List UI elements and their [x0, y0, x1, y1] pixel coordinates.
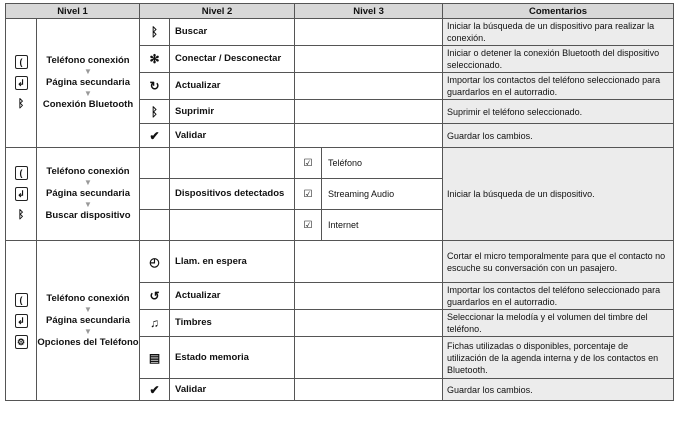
section2-icons	[6, 148, 37, 241]
page-enter-icon: ↲	[15, 76, 28, 90]
page-enter-icon: ↲	[15, 314, 28, 328]
section3-nivel1: Teléfono conexión ▼ Página secundaria ▼ Opciones del Teléfono	[37, 241, 140, 401]
bluetooth-icon: ᛒ	[17, 98, 25, 110]
menu-item-telefono[interactable]: Teléfono	[322, 148, 443, 179]
arrow-down-icon: ▼	[84, 67, 92, 76]
header-nivel1: Nivel 1	[6, 4, 140, 19]
hold-call-icon: ◴	[140, 241, 170, 283]
menu-item-dispositivos[interactable]: Dispositivos detectados	[170, 179, 295, 210]
phone-book-icon: (	[15, 166, 28, 180]
bluetooth-search-icon: ᛒ	[140, 19, 170, 46]
checkbox-icon: ☑	[295, 179, 322, 210]
checkmark-icon: ✔	[140, 124, 170, 148]
menu-item-actualizar[interactable]: Actualizar	[170, 283, 295, 310]
section1-icons	[6, 19, 37, 148]
checkmark-icon: ✔	[140, 379, 170, 401]
header-comentarios: Comentarios	[443, 4, 674, 19]
menu-item-timbres[interactable]: Timbres	[170, 310, 295, 337]
table-row: ▤ Estado memoria Fichas utilizadas o disponibles, porcentaje de utilización de la agenda interna y de los contactos en Bluetooth.	[6, 337, 674, 379]
table-row: ↻ Actualizar Importar los contactos del teléfono seleccionado para guardarlos en el autorradio.	[6, 73, 674, 100]
table-row: ✻ Conectar / Desconectar Iniciar o detener la conexión Bluetooth del dispositivo seleccionado.	[6, 46, 674, 73]
ringtone-icon: ♫	[140, 310, 170, 337]
header-nivel3: Nivel 3	[295, 4, 443, 19]
menu-table	[5, 3, 674, 401]
menu-item-internet[interactable]: Internet	[322, 210, 443, 241]
arrow-down-icon: ▼	[84, 200, 92, 209]
arrow-down-icon: ▼	[84, 89, 92, 98]
menu-item-memoria[interactable]: Estado memoria	[170, 337, 295, 379]
table-row: ♫ Timbres Seleccionar la melodía y el volumen del timbre del teléfono.	[6, 310, 674, 337]
menu-item-suprimir[interactable]: Suprimir	[170, 100, 295, 124]
checkbox-icon: ☑	[295, 210, 322, 241]
bluetooth-connect-icon: ✻	[140, 46, 170, 73]
header-nivel2: Nivel 2	[140, 4, 295, 19]
section3-icons	[6, 241, 37, 401]
table-row: ( ↲ ᛒ Teléfono conexión ▼ Página secundaria ▼ Buscar dispositivo ☑ Teléfono Iniciar la búsqueda de un dispositivo.	[6, 148, 674, 179]
update-icon: ↺	[140, 283, 170, 310]
arrow-down-icon: ▼	[84, 304, 92, 314]
menu-item-validar[interactable]: Validar	[170, 124, 295, 148]
arrow-down-icon: ▼	[84, 178, 92, 187]
memory-icon: ▤	[140, 337, 170, 379]
phone-options-icon: ⚙	[15, 335, 28, 349]
bluetooth-search-icon: ᛒ	[17, 209, 25, 221]
section1-nivel1: Teléfono conexión ▼ Página secundaria ▼ Conexión Bluetooth	[37, 19, 140, 148]
header-row	[6, 4, 674, 19]
menu-item-actualizar[interactable]: Actualizar	[170, 73, 295, 100]
section2-nivel1: Teléfono conexión ▼ Página secundaria ▼ Buscar dispositivo	[37, 148, 140, 241]
table-row: ✔ Validar Guardar los cambios.	[6, 379, 674, 401]
menu-item-validar[interactable]: Validar	[170, 379, 295, 401]
menu-item-conectar[interactable]: Conectar / Desconectar	[170, 46, 295, 73]
page-enter-icon: ↲	[15, 187, 28, 201]
checkbox-icon: ☑	[295, 148, 322, 179]
menu-item-espera[interactable]: Llam. en espera	[170, 241, 295, 283]
menu-item-streaming[interactable]: Streaming Audio	[322, 179, 443, 210]
phone-book-icon: (	[15, 55, 28, 69]
table-row: ( ↲ ⚙ Teléfono conexión ▼ Página secundaria ▼ Opciones del Teléfono ◴ Llam. en espera Cortar el micro temporalmente para que el contacto no escuche su conversación con un pasajero.	[6, 241, 674, 283]
arrow-down-icon: ▼	[84, 326, 92, 336]
phone-book-icon: (	[15, 293, 28, 307]
table-row: ✔ Validar Guardar los cambios.	[6, 124, 674, 148]
table-row: ᛒ Suprimir Suprimir el teléfono seleccionado.	[6, 100, 674, 124]
refresh-icon: ↻	[140, 73, 170, 100]
table-row: ↺ Actualizar Importar los contactos del teléfono seleccionado para guardarlos en el autorradio.	[6, 283, 674, 310]
menu-item-buscar[interactable]: Buscar	[170, 19, 295, 46]
bluetooth-delete-icon: ᛒ	[140, 100, 170, 124]
table-row: ( ↲ ᛒ Teléfono conexión ▼ Página secundaria ▼ Conexión Bluetooth ᛒ Buscar Iniciar la búsqueda de un dispositivo para realizar la conexión.	[6, 19, 674, 46]
